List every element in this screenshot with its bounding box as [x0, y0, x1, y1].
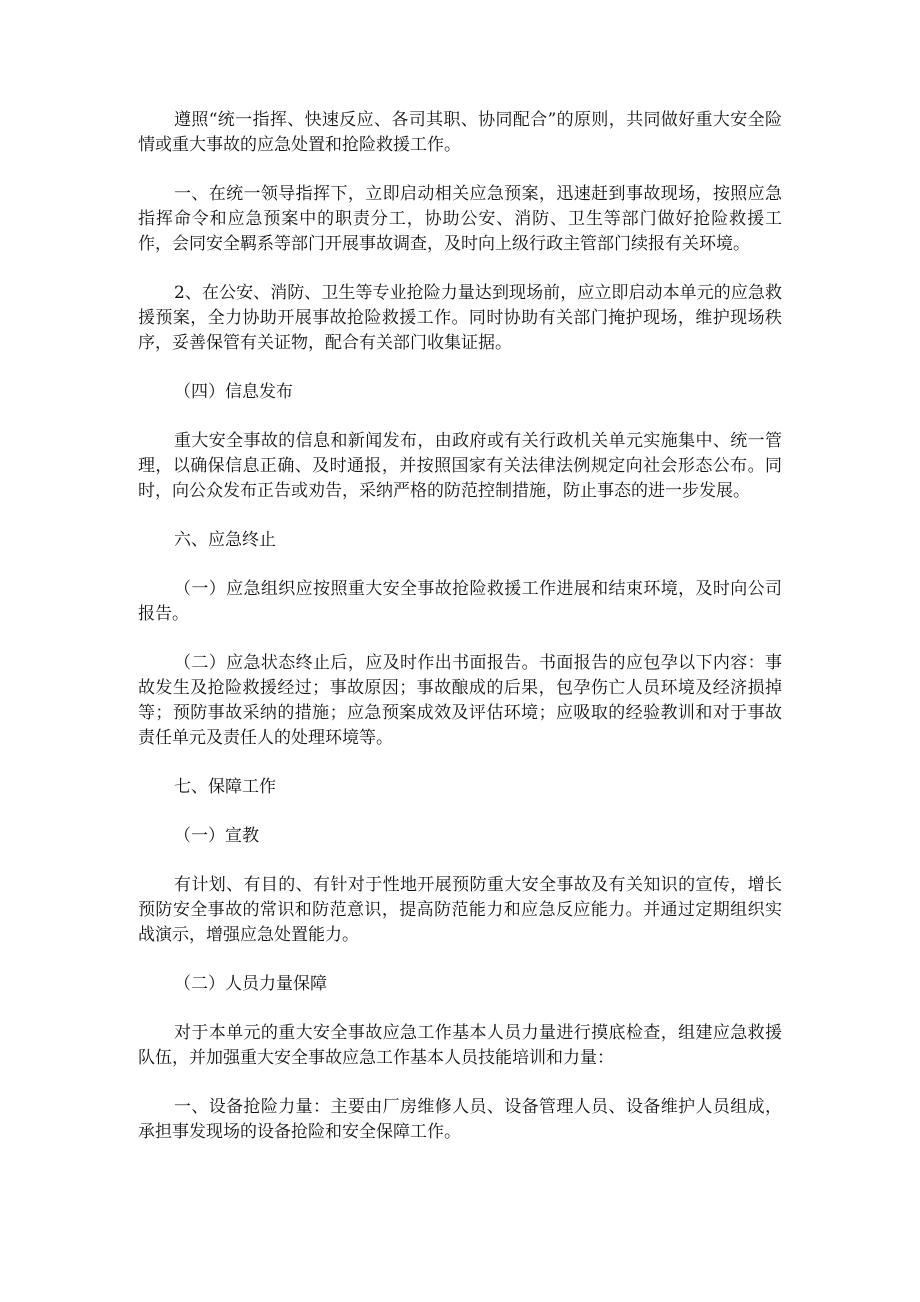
paragraph-personnel: 对于本单元的重大安全事故应急工作基本人员力量进行摸底检查，组建应急救援队伍，并加强重大安全事故应急工作基本人员技能培训和力量：: [138, 1023, 782, 1068]
paragraph-termination-1: （一）应急组织应按照重大安全事故抢险救援工作进展和结束环境，及时向公司报告。: [138, 579, 782, 624]
section-heading-termination: 六、应急终止: [174, 530, 276, 550]
paragraph-termination-2: （二）应急状态终止后，应及时作出书面报告。书面报告的应包孕以下内容：事故发生及抢险救援经过；事故原因；事故酿成的后果，包孕伤亡人员环境及经济损掉等；预防事故采纳的措施；应急预案成效及评估环境；应吸取的经验教训和对于事故责任单元及责任人的处理环境等。: [138, 653, 782, 748]
paragraph-item-2: 2、在公安、消防、卫生等专业抢险力量达到现场前，应立即启动本单元的应急救援预案，全力协助开展事故抢险救援工作。同时协助有关部门掩护现场，维护现场秩序，妥善保管有关证物，配合有关部门收集证据。: [138, 283, 782, 353]
paragraph-education: 有计划、有目的、有针对于性地开展预防重大安全事故及有关知识的宣传，增长预防安全事故的常识和防范意识，提高防范能力和应急反应能力。并通过定期组织实战演示，增强应急处置能力。: [138, 875, 782, 945]
paragraph-equipment-force: 一、设备抢险力量：主要由厂房维修人员、设备管理人员、设备维护人员组成，承担事发现场的设备抢险和安全保障工作。: [138, 1097, 782, 1142]
paragraph-item-1: 一、在统一领导指挥下，立即启动相关应急预案，迅速赶到事故现场，按照应急指挥命令和应急预案中的职责分工，协助公安、消防、卫生等部门做好抢险救援工作，会同安全羁系等部门开展事故调查，及时向上级行政主管部门续报有关环境。: [138, 184, 782, 254]
section-heading-info-release: （四）信息发布: [174, 382, 293, 402]
subsection-heading-education: （一）宣教: [174, 826, 259, 846]
section-heading-support: 七、保障工作: [174, 777, 276, 797]
document-body: [138, 108, 782, 1169]
paragraph-info-release: 重大安全事故的信息和新闻发布，由政府或有关行政机关单元实施集中、统一管理，以确保信息正确、及时通报，并按照国家有关法律法例规定向社会形态公布。同时，向公众发布正告或劝告，采纳严格的防范控制措施，防止事态的进一步发展。: [138, 431, 782, 501]
paragraph-principle: 遵照“统一指挥、快速反应、各司其职、协同配合”的原则，共同做好重大安全险情或重大事故的应急处置和抢险救援工作。: [138, 110, 782, 155]
subsection-heading-personnel: （二）人员力量保障: [174, 974, 327, 994]
